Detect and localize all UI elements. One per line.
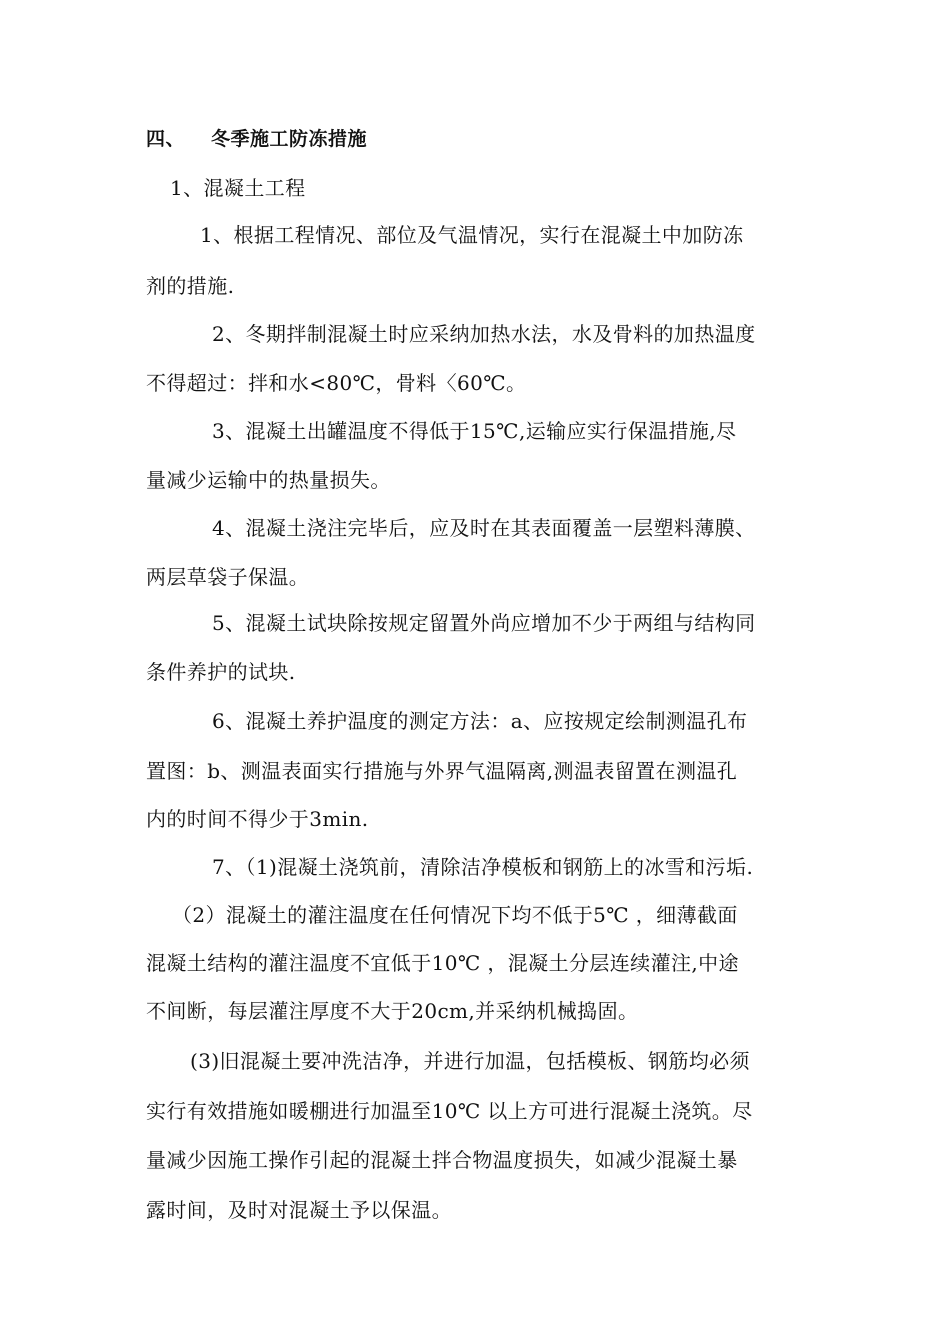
- paragraph-line: （2）混凝土的灌注温度在任何情况下均不低于5℃ ，细薄截面: [172, 903, 738, 927]
- paragraph-line: 1、根据工程情况、部位及气温情况，实行在混凝土中加防冻: [200, 223, 744, 247]
- paragraph-line: 4、混凝土浇注完毕后，应及时在其表面覆盖一层塑料薄膜、: [212, 516, 756, 540]
- paragraph-line: 剂的措施.: [146, 274, 235, 298]
- paragraph-line: 3、混凝土出罐温度不得低于15℃,运输应实行保温措施,尽: [212, 419, 737, 443]
- heading-number: 四、: [146, 128, 186, 150]
- paragraph-line: 5、混凝土试块除按规定留置外尚应增加不少于两组与结构同: [212, 611, 756, 635]
- paragraph-line: 量减少因施工操作引起的混凝土拌合物温度损失，如减少混凝土暴: [146, 1148, 738, 1172]
- paragraph-line: 7、（1)混凝土浇筑前，清除洁净模板和钢筋上的冰雪和污垢.: [212, 855, 754, 879]
- subsection-title: 1、混凝土工程: [170, 176, 306, 200]
- paragraph-line: 内的时间不得少于3min.: [146, 807, 369, 831]
- paragraph-line: 两层草袋子保温。: [146, 565, 310, 589]
- paragraph-line: 不间断，每层灌注厚度不大于20cm,并采纳机械捣固。: [146, 999, 639, 1023]
- paragraph-line: 实行有效措施如暖棚进行加温至10℃ 以上方可进行混凝土浇筑。尽: [146, 1099, 753, 1123]
- section-heading: [146, 124, 367, 151]
- paragraph-line: 2、冬期拌制混凝土时应采纳加热水法，水及骨料的加热温度: [212, 322, 756, 346]
- paragraph-line: 混凝土结构的灌注温度不宜低于10℃ ，混凝土分层连续灌注,中途: [146, 951, 739, 975]
- paragraph-line: 条件养护的试块.: [146, 660, 296, 684]
- paragraph-line: 露时间，及时对混凝土予以保温。: [146, 1198, 452, 1222]
- paragraph-line: 6、混凝土养护温度的测定方法：a、应按规定绘制测温孔布: [212, 709, 748, 733]
- paragraph-line: (3)旧混凝土要冲洗洁净，并进行加温，包括模板、钢筋均必须: [190, 1049, 750, 1073]
- heading-title: 冬季施工防冻措施: [211, 128, 368, 150]
- paragraph-line: 量减少运输中的热量损失。: [146, 468, 391, 492]
- paragraph-line: 不得超过：拌和水<80℃，骨料〈60℃。: [146, 371, 527, 395]
- paragraph-line: 置图：b、测温表面实行措施与外界气温隔离,测温表留置在测温孔: [146, 759, 738, 783]
